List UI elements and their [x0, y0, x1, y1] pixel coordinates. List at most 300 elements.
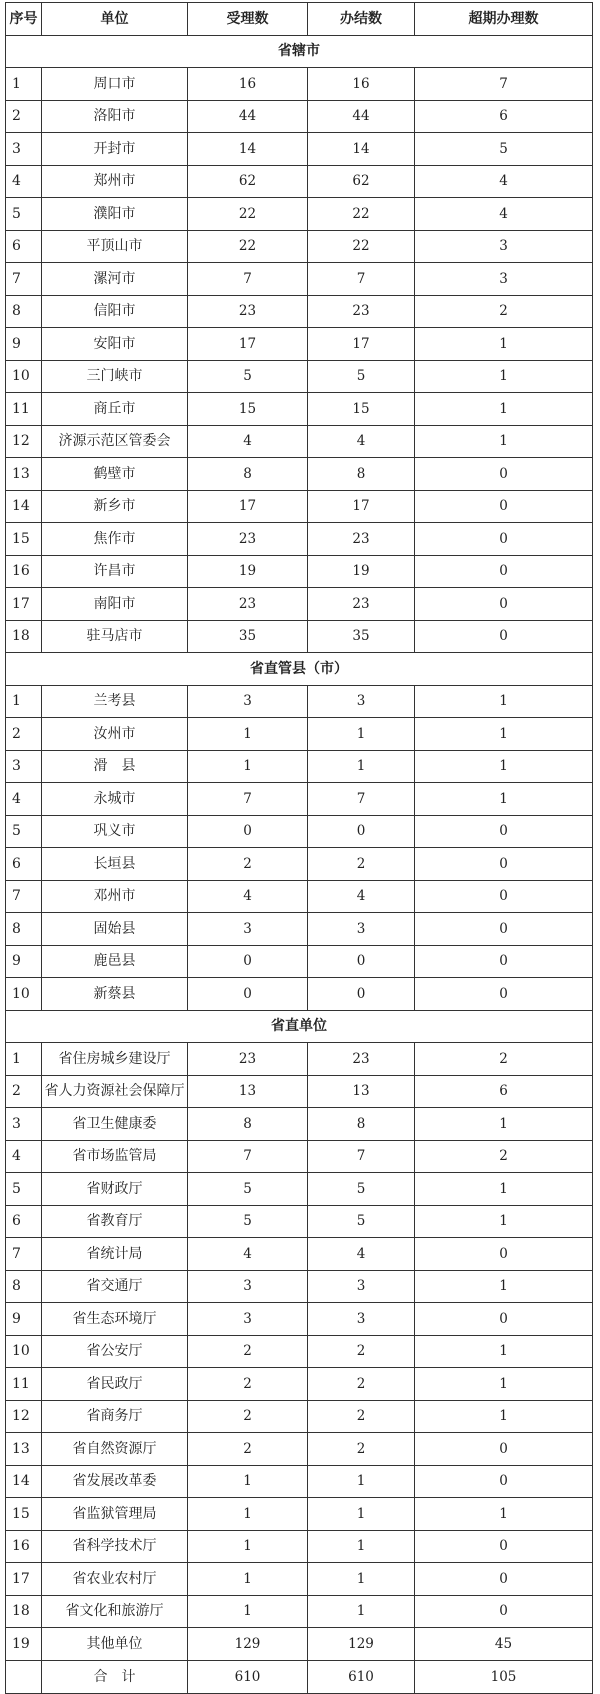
- row-accepted: 23: [188, 588, 308, 621]
- table-row: [6, 750, 593, 783]
- table-body: [6, 35, 593, 1660]
- table-row: [6, 815, 593, 848]
- row-completed: 44: [308, 100, 415, 133]
- table-row: [6, 913, 593, 946]
- row-index: 12: [6, 425, 42, 458]
- row-completed: 8: [308, 458, 415, 491]
- row-accepted: 23: [188, 1043, 308, 1076]
- row-accepted: 0: [188, 815, 308, 848]
- row-index: 7: [6, 1238, 42, 1271]
- row-completed: 14: [308, 133, 415, 166]
- row-index: 9: [6, 1303, 42, 1336]
- header-row: [6, 3, 593, 36]
- row-overdue: 1: [415, 1173, 593, 1206]
- table-row: [6, 1465, 593, 1498]
- row-overdue: 0: [415, 848, 593, 881]
- row-completed: 3: [308, 685, 415, 718]
- table-row: [6, 133, 593, 166]
- row-overdue: 5: [415, 133, 593, 166]
- row-completed: 129: [308, 1628, 415, 1661]
- header-unit: 单位: [42, 3, 188, 36]
- row-index: 18: [6, 1595, 42, 1628]
- row-accepted: 1: [188, 1595, 308, 1628]
- table-row: [6, 1530, 593, 1563]
- table-row: [6, 1075, 593, 1108]
- row-overdue: 0: [415, 620, 593, 653]
- row-overdue: 1: [415, 328, 593, 361]
- row-index: 8: [6, 295, 42, 328]
- row-unit: 南阳市: [42, 588, 188, 621]
- row-accepted: 4: [188, 880, 308, 913]
- total-row: [6, 1660, 593, 1693]
- row-completed: 3: [308, 913, 415, 946]
- row-accepted: 8: [188, 1108, 308, 1141]
- table-row: [6, 100, 593, 133]
- row-unit: 省民政厅: [42, 1368, 188, 1401]
- row-overdue: 0: [415, 815, 593, 848]
- row-completed: 1: [308, 1465, 415, 1498]
- row-accepted: 1: [188, 1563, 308, 1596]
- row-accepted: 2: [188, 1400, 308, 1433]
- row-overdue: 1: [415, 360, 593, 393]
- table-row: [6, 165, 593, 198]
- row-completed: 1: [308, 1563, 415, 1596]
- table-row: [6, 1368, 593, 1401]
- row-accepted: 8: [188, 458, 308, 491]
- row-unit: 鹤壁市: [42, 458, 188, 491]
- row-overdue: 0: [415, 978, 593, 1011]
- row-accepted: 1: [188, 1465, 308, 1498]
- row-unit: 省人力资源社会保障厅: [42, 1075, 188, 1108]
- row-unit: 焦作市: [42, 523, 188, 556]
- row-accepted: 2: [188, 1433, 308, 1466]
- row-overdue: 2: [415, 295, 593, 328]
- row-overdue: 0: [415, 1563, 593, 1596]
- table-row: [6, 263, 593, 296]
- row-unit: 三门峡市: [42, 360, 188, 393]
- section-header-row: [6, 1010, 593, 1043]
- table-row: [6, 685, 593, 718]
- row-overdue: 1: [415, 1270, 593, 1303]
- row-overdue: 0: [415, 490, 593, 523]
- row-unit: 安阳市: [42, 328, 188, 361]
- row-unit: 省统计局: [42, 1238, 188, 1271]
- row-index: 15: [6, 1498, 42, 1531]
- row-unit: 省自然资源厅: [42, 1433, 188, 1466]
- section-title: 省直管县（市）: [6, 653, 593, 686]
- table-row: [6, 1140, 593, 1173]
- row-overdue: 0: [415, 913, 593, 946]
- row-completed: 23: [308, 295, 415, 328]
- row-completed: 1: [308, 750, 415, 783]
- row-completed: 2: [308, 848, 415, 881]
- row-completed: 7: [308, 263, 415, 296]
- row-accepted: 5: [188, 360, 308, 393]
- row-unit: 永城市: [42, 783, 188, 816]
- row-index: 4: [6, 165, 42, 198]
- row-index: 1: [6, 68, 42, 101]
- row-unit: 周口市: [42, 68, 188, 101]
- row-accepted: 16: [188, 68, 308, 101]
- section-title: 省直单位: [6, 1010, 593, 1043]
- row-index: 13: [6, 1433, 42, 1466]
- row-unit: 汝州市: [42, 718, 188, 751]
- row-index: 7: [6, 263, 42, 296]
- row-overdue: 1: [415, 750, 593, 783]
- row-overdue: 1: [415, 1205, 593, 1238]
- row-unit: 省住房城乡建设厅: [42, 1043, 188, 1076]
- row-completed: 17: [308, 490, 415, 523]
- row-unit: 省监狱管理局: [42, 1498, 188, 1531]
- row-accepted: 3: [188, 685, 308, 718]
- row-overdue: 0: [415, 880, 593, 913]
- row-completed: 23: [308, 523, 415, 556]
- row-index: 9: [6, 945, 42, 978]
- table-row: [6, 295, 593, 328]
- row-unit: 济源示范区管委会: [42, 425, 188, 458]
- row-overdue: 0: [415, 588, 593, 621]
- row-index: 11: [6, 1368, 42, 1401]
- row-overdue: 0: [415, 1530, 593, 1563]
- row-index: 3: [6, 1108, 42, 1141]
- row-completed: 15: [308, 393, 415, 426]
- row-accepted: 3: [188, 913, 308, 946]
- row-index: 13: [6, 458, 42, 491]
- row-accepted: 23: [188, 295, 308, 328]
- row-overdue: 0: [415, 1433, 593, 1466]
- row-unit: 省科学技术厅: [42, 1530, 188, 1563]
- table-row: [6, 523, 593, 556]
- row-overdue: 1: [415, 425, 593, 458]
- row-index: 6: [6, 1205, 42, 1238]
- row-accepted: 7: [188, 783, 308, 816]
- row-unit: 其他单位: [42, 1628, 188, 1661]
- table-row: [6, 393, 593, 426]
- row-completed: 0: [308, 815, 415, 848]
- row-unit: 省卫生健康委: [42, 1108, 188, 1141]
- row-accepted: 62: [188, 165, 308, 198]
- row-index: 17: [6, 1563, 42, 1596]
- row-overdue: 0: [415, 1465, 593, 1498]
- row-unit: 长垣县: [42, 848, 188, 881]
- row-unit: 商丘市: [42, 393, 188, 426]
- table-row: [6, 1563, 593, 1596]
- row-accepted: 7: [188, 1140, 308, 1173]
- row-index: 12: [6, 1400, 42, 1433]
- row-unit: 开封市: [42, 133, 188, 166]
- total-label: 合 计: [42, 1660, 188, 1693]
- table-row: [6, 1400, 593, 1433]
- row-completed: 3: [308, 1303, 415, 1336]
- header-index: 序号: [6, 3, 42, 36]
- row-index: 5: [6, 198, 42, 231]
- row-unit: 濮阳市: [42, 198, 188, 231]
- row-unit: 省商务厅: [42, 1400, 188, 1433]
- row-completed: 4: [308, 425, 415, 458]
- row-accepted: 14: [188, 133, 308, 166]
- row-accepted: 44: [188, 100, 308, 133]
- row-overdue: 3: [415, 230, 593, 263]
- row-completed: 23: [308, 588, 415, 621]
- row-accepted: 23: [188, 523, 308, 556]
- row-completed: 8: [308, 1108, 415, 1141]
- row-accepted: 3: [188, 1270, 308, 1303]
- row-overdue: 0: [415, 523, 593, 556]
- row-completed: 16: [308, 68, 415, 101]
- row-index: 7: [6, 880, 42, 913]
- row-overdue: 6: [415, 100, 593, 133]
- row-unit: 平顶山市: [42, 230, 188, 263]
- row-accepted: 17: [188, 328, 308, 361]
- row-completed: 2: [308, 1433, 415, 1466]
- row-completed: 0: [308, 978, 415, 1011]
- row-overdue: 45: [415, 1628, 593, 1661]
- row-overdue: 1: [415, 685, 593, 718]
- row-unit: 驻马店市: [42, 620, 188, 653]
- row-completed: 62: [308, 165, 415, 198]
- row-unit: 巩义市: [42, 815, 188, 848]
- row-completed: 35: [308, 620, 415, 653]
- row-completed: 2: [308, 1368, 415, 1401]
- total-completed: 610: [308, 1660, 415, 1693]
- complaint-statistics-table: [5, 2, 593, 1694]
- table-row: [6, 1595, 593, 1628]
- row-index: 3: [6, 133, 42, 166]
- section-title: 省辖市: [6, 35, 593, 68]
- row-index: 1: [6, 1043, 42, 1076]
- row-overdue: 4: [415, 198, 593, 231]
- row-accepted: 4: [188, 425, 308, 458]
- row-unit: 省财政厅: [42, 1173, 188, 1206]
- row-completed: 2: [308, 1335, 415, 1368]
- table-row: [6, 1108, 593, 1141]
- row-index: 14: [6, 490, 42, 523]
- table-row: [6, 1303, 593, 1336]
- row-overdue: 3: [415, 263, 593, 296]
- row-accepted: 129: [188, 1628, 308, 1661]
- row-overdue: 1: [415, 1108, 593, 1141]
- table-row: [6, 880, 593, 913]
- row-index: 2: [6, 718, 42, 751]
- row-accepted: 0: [188, 978, 308, 1011]
- row-unit: 省公安厅: [42, 1335, 188, 1368]
- row-unit: 漯河市: [42, 263, 188, 296]
- table-row: [6, 1628, 593, 1661]
- table-row: [6, 1433, 593, 1466]
- row-completed: 22: [308, 230, 415, 263]
- row-accepted: 2: [188, 848, 308, 881]
- section-header-row: [6, 653, 593, 686]
- row-completed: 17: [308, 328, 415, 361]
- total-overdue: 105: [415, 1660, 593, 1693]
- row-completed: 4: [308, 1238, 415, 1271]
- row-unit: 许昌市: [42, 555, 188, 588]
- row-unit: 滑 县: [42, 750, 188, 783]
- row-completed: 3: [308, 1270, 415, 1303]
- row-overdue: 0: [415, 1238, 593, 1271]
- row-accepted: 5: [188, 1173, 308, 1206]
- row-index: 10: [6, 1335, 42, 1368]
- row-unit: 省农业农村厅: [42, 1563, 188, 1596]
- row-overdue: 1: [415, 718, 593, 751]
- row-completed: 19: [308, 555, 415, 588]
- row-index: 3: [6, 750, 42, 783]
- table-row: [6, 458, 593, 491]
- row-unit: 省发展改革委: [42, 1465, 188, 1498]
- table-row: [6, 1498, 593, 1531]
- row-overdue: 0: [415, 1595, 593, 1628]
- row-index: 4: [6, 1140, 42, 1173]
- table-row: [6, 328, 593, 361]
- row-unit: 洛阳市: [42, 100, 188, 133]
- row-index: 18: [6, 620, 42, 653]
- row-unit: 固始县: [42, 913, 188, 946]
- row-index: 8: [6, 1270, 42, 1303]
- row-overdue: 2: [415, 1043, 593, 1076]
- table-row: [6, 1270, 593, 1303]
- row-unit: 省文化和旅游厅: [42, 1595, 188, 1628]
- row-completed: 0: [308, 945, 415, 978]
- row-accepted: 19: [188, 555, 308, 588]
- row-index: 6: [6, 848, 42, 881]
- row-unit: 省交通厅: [42, 1270, 188, 1303]
- row-unit: 新乡市: [42, 490, 188, 523]
- row-index: 14: [6, 1465, 42, 1498]
- table-row: [6, 848, 593, 881]
- table-row: [6, 783, 593, 816]
- row-accepted: 15: [188, 393, 308, 426]
- row-index: 11: [6, 393, 42, 426]
- row-accepted: 17: [188, 490, 308, 523]
- row-completed: 13: [308, 1075, 415, 1108]
- table-row: [6, 1238, 593, 1271]
- row-completed: 2: [308, 1400, 415, 1433]
- row-index: 1: [6, 685, 42, 718]
- row-accepted: 2: [188, 1368, 308, 1401]
- row-accepted: 13: [188, 1075, 308, 1108]
- row-unit: 兰考县: [42, 685, 188, 718]
- row-accepted: 22: [188, 198, 308, 231]
- header-completed: 办结数: [308, 3, 415, 36]
- row-index: 10: [6, 360, 42, 393]
- row-index: 16: [6, 555, 42, 588]
- row-completed: 1: [308, 1530, 415, 1563]
- row-overdue: 7: [415, 68, 593, 101]
- row-accepted: 1: [188, 750, 308, 783]
- row-completed: 7: [308, 1140, 415, 1173]
- row-index: 10: [6, 978, 42, 1011]
- row-accepted: 5: [188, 1205, 308, 1238]
- table-row: [6, 1205, 593, 1238]
- row-index: 2: [6, 1075, 42, 1108]
- row-overdue: 0: [415, 1303, 593, 1336]
- table-row: [6, 555, 593, 588]
- row-completed: 1: [308, 718, 415, 751]
- row-completed: 22: [308, 198, 415, 231]
- row-overdue: 1: [415, 1498, 593, 1531]
- row-overdue: 0: [415, 458, 593, 491]
- row-overdue: 0: [415, 945, 593, 978]
- row-index: 5: [6, 815, 42, 848]
- row-unit: 邓州市: [42, 880, 188, 913]
- row-index: 8: [6, 913, 42, 946]
- row-accepted: 0: [188, 945, 308, 978]
- row-unit: 郑州市: [42, 165, 188, 198]
- row-accepted: 22: [188, 230, 308, 263]
- row-completed: 5: [308, 1205, 415, 1238]
- row-index: 16: [6, 1530, 42, 1563]
- table-row: [6, 718, 593, 751]
- row-overdue: 1: [415, 1368, 593, 1401]
- table-row: [6, 1043, 593, 1076]
- section-header-row: [6, 35, 593, 68]
- row-index: 17: [6, 588, 42, 621]
- row-index: 6: [6, 230, 42, 263]
- row-completed: 5: [308, 360, 415, 393]
- row-overdue: 0: [415, 555, 593, 588]
- row-accepted: 1: [188, 718, 308, 751]
- row-index: 15: [6, 523, 42, 556]
- row-accepted: 1: [188, 1530, 308, 1563]
- row-overdue: 1: [415, 393, 593, 426]
- row-unit: 信阳市: [42, 295, 188, 328]
- table-row: [6, 360, 593, 393]
- row-accepted: 7: [188, 263, 308, 296]
- row-completed: 23: [308, 1043, 415, 1076]
- row-unit: 鹿邑县: [42, 945, 188, 978]
- table-row: [6, 978, 593, 1011]
- total-accepted: 610: [188, 1660, 308, 1693]
- row-overdue: 4: [415, 165, 593, 198]
- header-accepted: 受理数: [188, 3, 308, 36]
- table-row: [6, 620, 593, 653]
- total-index-cell: [6, 1660, 42, 1693]
- row-unit: 新蔡县: [42, 978, 188, 1011]
- row-index: 9: [6, 328, 42, 361]
- row-completed: 5: [308, 1173, 415, 1206]
- row-index: 2: [6, 100, 42, 133]
- row-accepted: 3: [188, 1303, 308, 1336]
- table-row: [6, 68, 593, 101]
- table-row: [6, 1173, 593, 1206]
- row-overdue: 1: [415, 783, 593, 816]
- row-index: 4: [6, 783, 42, 816]
- table-row: [6, 945, 593, 978]
- row-index: 19: [6, 1628, 42, 1661]
- row-overdue: 1: [415, 1335, 593, 1368]
- row-completed: 1: [308, 1595, 415, 1628]
- header-overdue: 超期办理数: [415, 3, 593, 36]
- row-unit: 省市场监管局: [42, 1140, 188, 1173]
- table-row: [6, 230, 593, 263]
- row-unit: 省教育厅: [42, 1205, 188, 1238]
- row-overdue: 2: [415, 1140, 593, 1173]
- row-accepted: 2: [188, 1335, 308, 1368]
- row-accepted: 1: [188, 1498, 308, 1531]
- row-accepted: 4: [188, 1238, 308, 1271]
- row-overdue: 6: [415, 1075, 593, 1108]
- table-row: [6, 588, 593, 621]
- row-accepted: 35: [188, 620, 308, 653]
- row-overdue: 1: [415, 1400, 593, 1433]
- row-completed: 7: [308, 783, 415, 816]
- table-row: [6, 1335, 593, 1368]
- row-completed: 1: [308, 1498, 415, 1531]
- row-completed: 4: [308, 880, 415, 913]
- row-index: 5: [6, 1173, 42, 1206]
- table-row: [6, 198, 593, 231]
- row-unit: 省生态环境厅: [42, 1303, 188, 1336]
